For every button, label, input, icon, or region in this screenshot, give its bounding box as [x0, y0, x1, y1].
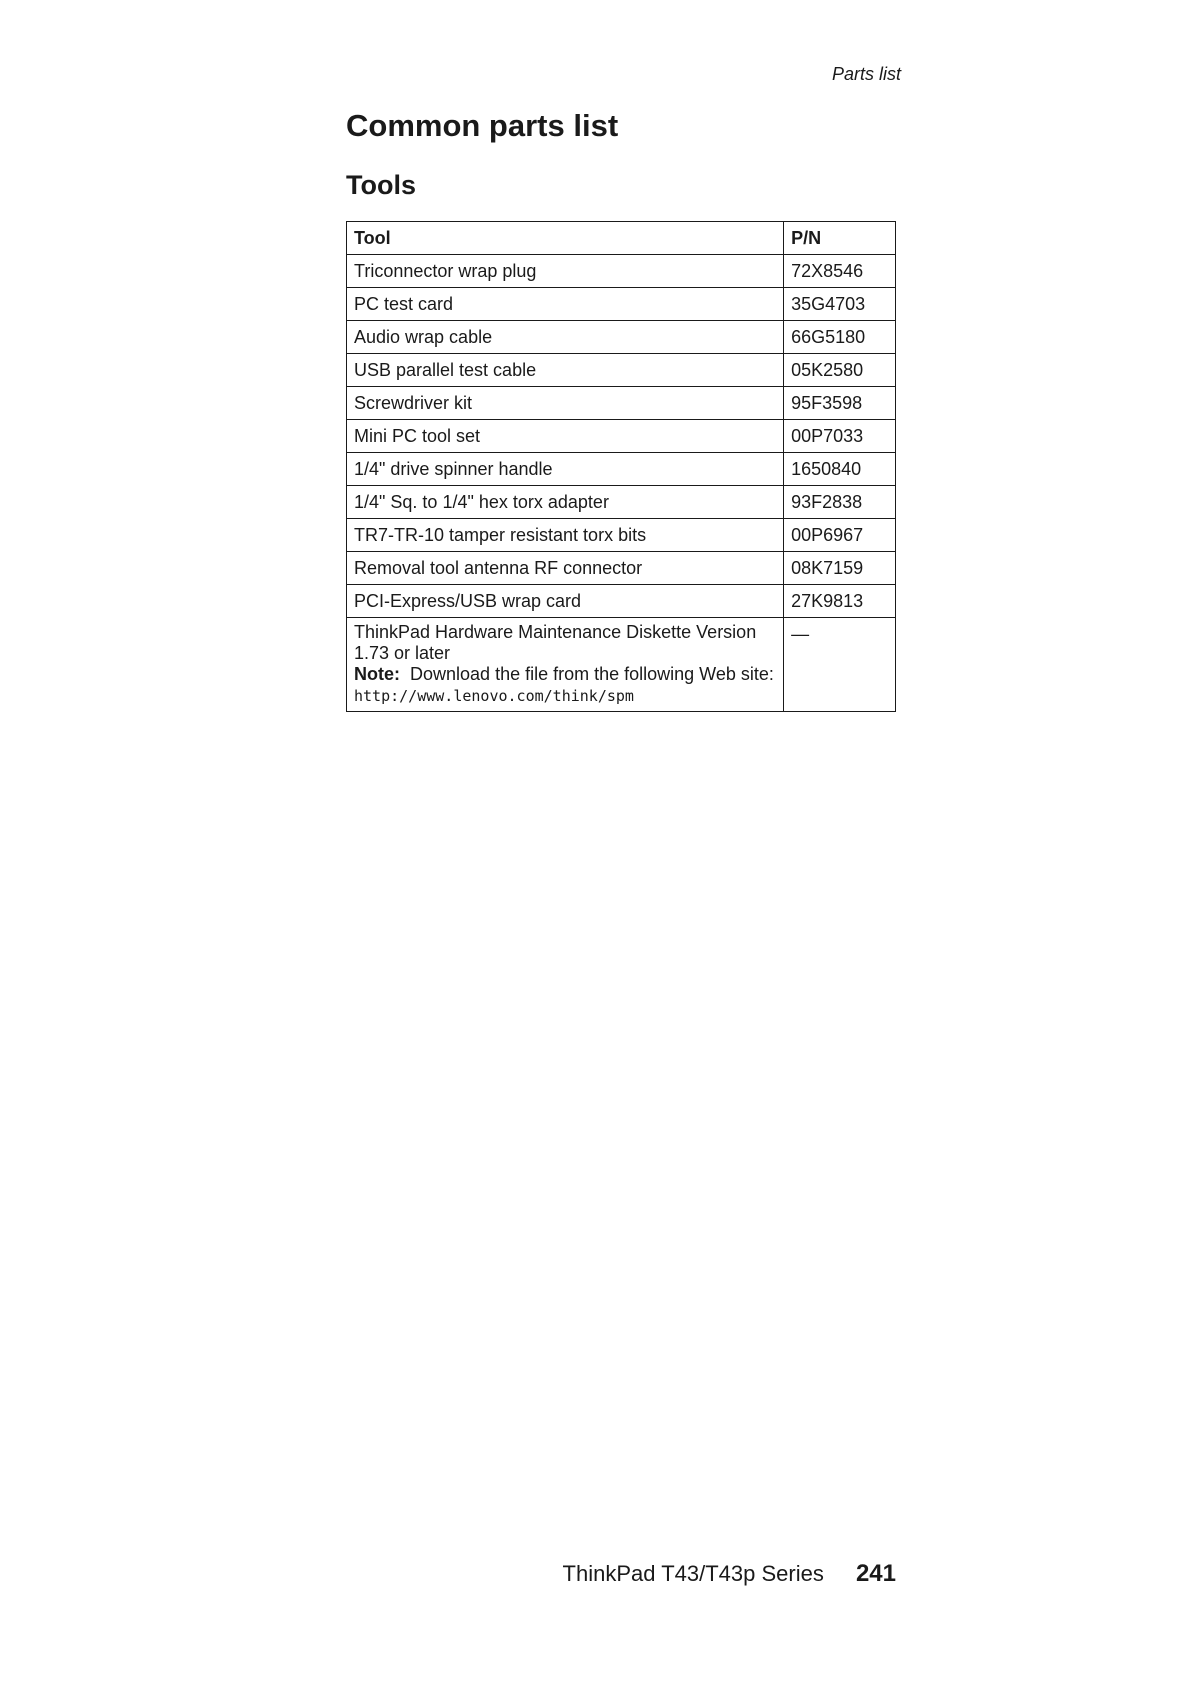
table-row: [347, 321, 896, 354]
tool-cell: Mini PC tool set: [347, 420, 784, 453]
note: [354, 664, 776, 685]
pn-cell: 35G4703: [784, 288, 896, 321]
pn-cell: 00P6967: [784, 519, 896, 552]
table-row: [347, 288, 896, 321]
tool-cell: Audio wrap cable: [347, 321, 784, 354]
pn-cell: 93F2838: [784, 486, 896, 519]
tool-cell: TR7-TR-10 tamper resistant torx bits: [347, 519, 784, 552]
pn-cell: 27K9813: [784, 585, 896, 618]
column-header-tool: Tool: [347, 222, 784, 255]
running-header: Parts list: [831, 64, 901, 84]
table-row: [347, 519, 896, 552]
table-row: [347, 387, 896, 420]
table-row: [347, 585, 896, 618]
note-label: Note:: [354, 664, 400, 684]
tool-name-line: ThinkPad Hardware Maintenance Diskette Version: [354, 622, 757, 642]
table-row: [347, 255, 896, 288]
tool-cell: [347, 618, 784, 712]
pn-cell: 1650840: [784, 453, 896, 486]
tool-cell: 1/4" drive spinner handle: [347, 453, 784, 486]
tool-cell: PC test card: [347, 288, 784, 321]
column-header-pn: P/N: [784, 222, 896, 255]
page-number: 241: [855, 1560, 896, 1587]
pn-cell: 00P7033: [784, 420, 896, 453]
tool-cell: Removal tool antenna RF connector: [347, 552, 784, 585]
page-footer: [563, 1560, 896, 1588]
pn-cell: —: [784, 618, 896, 712]
pn-cell: 72X8546: [784, 255, 896, 288]
pn-cell: 95F3598: [784, 387, 896, 420]
section-title: Tools: [346, 170, 416, 200]
tools-table: [346, 221, 896, 712]
table-row: [347, 552, 896, 585]
table-row: [347, 420, 896, 453]
tool-cell: PCI-Express/USB wrap card: [347, 585, 784, 618]
table-row: [347, 354, 896, 387]
table-row: [347, 453, 896, 486]
pn-cell: 05K2580: [784, 354, 896, 387]
note-text: Download the file from the following Web site:: [410, 664, 774, 684]
tool-cell: USB parallel test cable: [347, 354, 784, 387]
download-url[interactable]: http://www.lenovo.com/think/spm: [354, 687, 634, 705]
page-title: Common parts list: [346, 108, 619, 143]
table-row: [347, 486, 896, 519]
tool-cell: 1/4" Sq. to 1/4" hex torx adapter: [347, 486, 784, 519]
tool-name-line: 1.73 or later: [354, 643, 451, 663]
tool-cell: Triconnector wrap plug: [347, 255, 784, 288]
table-header-row: [347, 222, 896, 255]
footer-series: ThinkPad T43/T43p Series: [562, 1561, 824, 1586]
pn-cell: 08K7159: [784, 552, 896, 585]
table-row: [347, 618, 896, 712]
tool-cell: Screwdriver kit: [347, 387, 784, 420]
pn-cell: 66G5180: [784, 321, 896, 354]
